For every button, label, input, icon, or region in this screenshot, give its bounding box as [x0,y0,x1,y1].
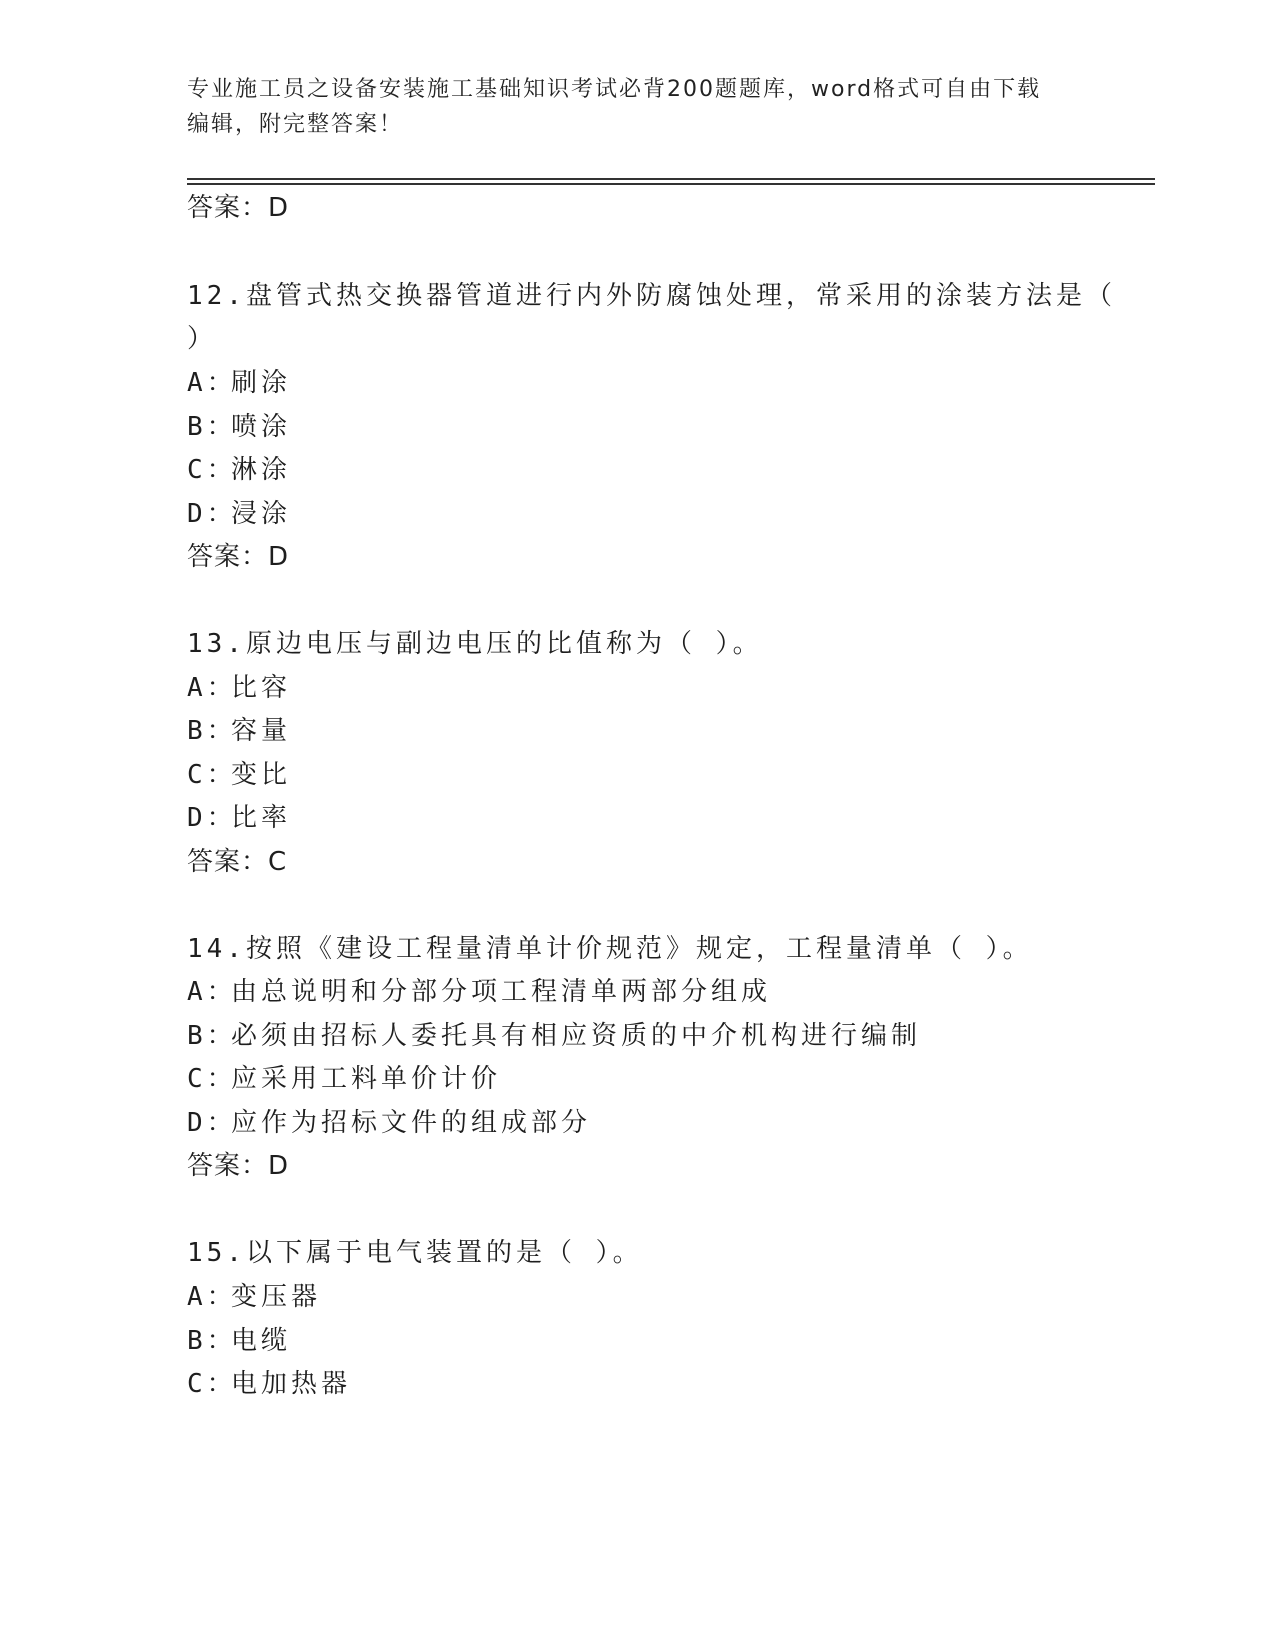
option-letter: C： [187,1369,237,1399]
option-text: 变比 [231,760,292,790]
header-title-line-2: 编辑，附完整答案！ [187,112,404,137]
option-b [187,1018,921,1054]
option-letter: A： [187,1282,237,1312]
option-a [187,365,291,401]
option-letter: B： [187,716,237,746]
option-text: 比率 [231,803,292,833]
option-text: 电缆 [231,1326,292,1356]
option-text: 变压器 [231,1282,322,1312]
option-letter: B： [187,412,237,442]
option-text: 刷涂 [231,368,292,398]
answer-line: 答案：D [187,1151,290,1181]
option-c [187,1366,351,1402]
option-a [187,1279,321,1315]
answer-line: 答案：D [187,193,290,223]
option-a [187,670,291,706]
option-letter: B： [187,1326,237,1356]
option-d [187,496,291,532]
option-letter: A： [187,977,237,1007]
option-text: 应采用工料单价计价 [231,1064,502,1094]
option-a [187,974,771,1010]
answer-line: 答案：D [187,542,290,572]
option-c [187,452,291,488]
option-letter: B： [187,1021,237,1051]
option-letter: C： [187,1064,237,1094]
option-text: 必须由招标人委托具有相应资质的中介机构进行编制 [231,1021,922,1051]
option-text: 应作为招标文件的组成部分 [231,1108,592,1138]
option-text: 比容 [231,673,292,703]
option-b [187,1323,291,1359]
option-b [187,713,291,749]
question-stem: 14.按照《建设工程量清单计价规范》规定，工程量清单（ ）。 [187,934,1033,964]
question-stem: 12.盘管式热交换器管道进行内外防腐蚀处理，常采用的涂装方法是（ [187,281,1116,311]
header-divider-bottom [187,183,1155,185]
document-header [187,72,1067,142]
header-divider-top [187,178,1155,180]
question-stem: 15.以下属于电气装置的是（ ）。 [187,1238,643,1268]
option-letter: C： [187,455,237,485]
option-text: 容量 [231,716,292,746]
header-title-line-1: 专业施工员之设备安装施工基础知识考试必背200题题库，word格式可自由下载 [187,77,1042,102]
option-letter: A： [187,368,237,398]
answer-line: 答案：C [187,847,288,877]
option-letter: D： [187,1108,237,1138]
option-d [187,1105,591,1141]
option-letter: A： [187,673,237,703]
option-letter: C： [187,760,237,790]
question-stem: 13.原边电压与副边电压的比值称为（ ）。 [187,629,763,659]
option-d [187,800,291,836]
option-text: 由总说明和分部分项工程清单两部分组成 [231,977,772,1007]
option-text: 喷涂 [231,412,292,442]
option-text: 浸涂 [231,499,292,529]
option-c [187,757,291,793]
option-c [187,1061,501,1097]
option-letter: D： [187,803,237,833]
option-text: 淋涂 [231,455,292,485]
option-b [187,409,291,445]
option-text: 电加热器 [231,1369,352,1399]
option-letter: D： [187,499,237,529]
question-stem-continued: ） [187,324,218,354]
